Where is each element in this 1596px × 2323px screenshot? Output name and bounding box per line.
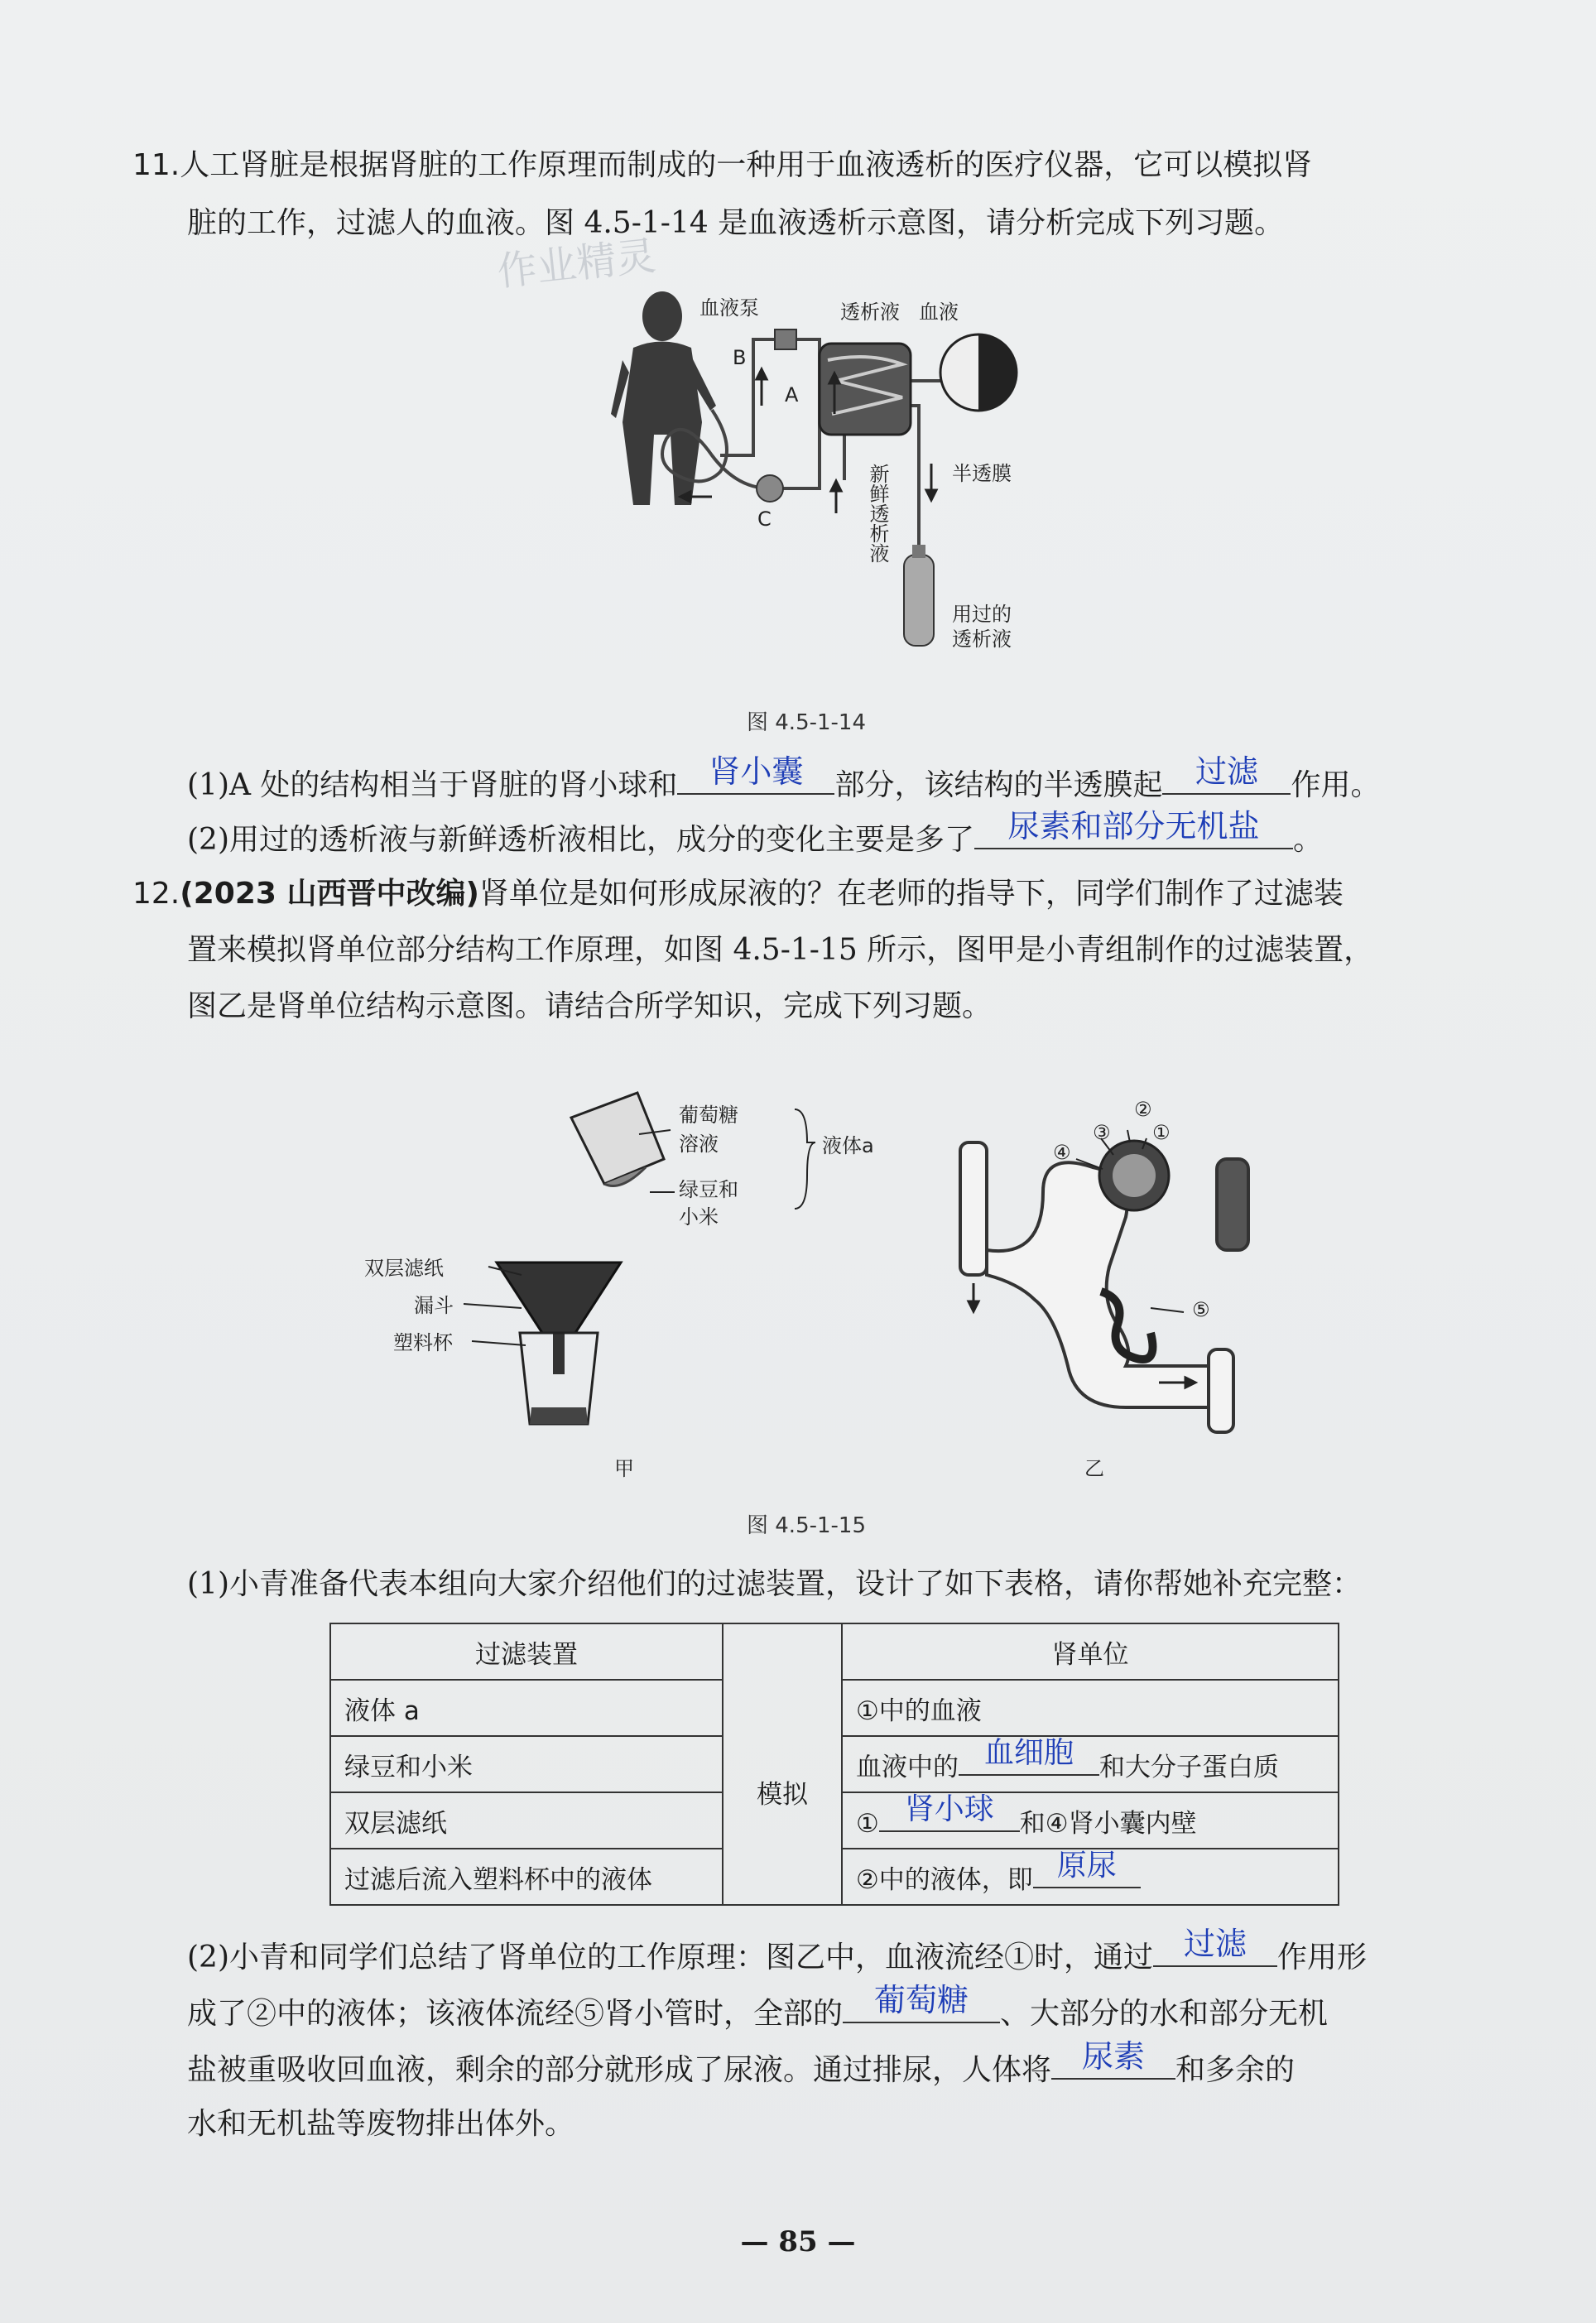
label-dialysate: 透析液 [840, 301, 900, 324]
table-header-blank [723, 1623, 842, 1680]
label-used-2: 透析液 [952, 628, 1012, 651]
funnel-icon [497, 1262, 621, 1374]
table-right-prefix: ① [856, 1808, 879, 1839]
q11-sub1 [187, 753, 1381, 809]
q12-sub2-l3-suffix: 和多余的 [1175, 2053, 1296, 2087]
label-beans-1: 绿豆和 [679, 1178, 738, 1201]
table-right-prefix: 血液中的 [856, 1752, 959, 1782]
table-header-row [330, 1623, 1339, 1680]
q12-sub1-text: (1)小青准备代表本组向大家介绍他们的过滤装置，设计了如下表格，请你帮她补充完整： [187, 1567, 1362, 1601]
table-blank[interactable] [959, 1735, 1099, 1776]
figure-caption-14: 图 4.5-1-14 [747, 710, 867, 735]
label-jia: 甲 [614, 1457, 634, 1480]
q12-sub2-l1-suffix: 作用形 [1277, 1941, 1368, 1974]
q11-sub2-prefix: (2)用过的透析液与新鲜透析液相比，成分的变化主要是多了 [187, 823, 974, 857]
watermark: 作业精灵 [495, 233, 658, 296]
q12-sub2-line3 [187, 2038, 1296, 2094]
q12-sub2-l1-prefix: (2)小青和同学们总结了肾单位的工作原理：图乙中，血液流经①时，通过 [187, 1941, 1153, 1974]
label-filter-paper: 双层滤纸 [364, 1257, 444, 1280]
q12-sub2-blank3[interactable] [1051, 2038, 1175, 2080]
label-glucose-2: 溶液 [679, 1133, 719, 1156]
q11-number: 11. [132, 148, 180, 182]
table-row [330, 1680, 1339, 1736]
table-answer: 血细胞 [983, 1735, 1074, 1770]
q11-text-line2: 脏的工作，过滤人的血液。图 4.5-1-14 是血液透析示意图，请分析完成下列习题。 [187, 206, 1285, 240]
q11-line1 [132, 142, 1312, 189]
label-membrane: 半透膜 [952, 462, 1012, 485]
table-right-prefix: ②中的液体，即 [856, 1864, 1033, 1895]
label-used-1: 用过的 [952, 603, 1012, 626]
table-cell-simulate: 模拟 [723, 1680, 842, 1905]
used-dialysate-bottle-icon [904, 545, 934, 646]
q11-sub1-blank1[interactable] [677, 753, 834, 795]
figure-caption-15: 图 4.5-1-15 [747, 1513, 867, 1538]
q12-sub2-blank2[interactable] [843, 1982, 1000, 2023]
pump-ball-icon [757, 475, 783, 502]
q12-text-line1: 肾单位是如何形成尿液的？在老师的指导下，同学们制作了过滤装 [478, 877, 1344, 911]
beaker-icon [571, 1093, 664, 1186]
q12-text-line3: 图乙是肾单位结构示意图。请结合所学知识，完成下列习题。 [187, 989, 993, 1023]
q11-sub2-suffix: 。 [1293, 823, 1324, 857]
table-cell-right: ①中的血液 [842, 1680, 1339, 1736]
q11-sub2 [187, 808, 1324, 863]
table-cell-left: 绿豆和小米 [330, 1736, 723, 1792]
q12-sub2-l2-prefix: 成了②中的液体；该液体流经⑤肾小管时，全部的 [187, 1997, 844, 2031]
q12-number: 12. [132, 877, 180, 911]
label-glucose-1: 葡萄糖 [679, 1104, 738, 1127]
table-right-suffix: 和大分子蛋白质 [1099, 1752, 1279, 1782]
label-blood: 血液 [919, 301, 959, 324]
label-n5: ⑤ [1192, 1298, 1210, 1321]
table-cell-right [842, 1792, 1339, 1849]
q11-sub1-middle: 部分，该结构的半透膜起 [834, 768, 1163, 802]
table-answer: 原尿 [1056, 1848, 1117, 1883]
table-right-suffix: 和④肾小囊内壁 [1019, 1808, 1197, 1839]
table-cell-left: 过滤后流入塑料杯中的液体 [330, 1849, 723, 1905]
filter-apparatus-figure [356, 1060, 874, 1490]
q12-text-line2: 置来模拟肾单位部分结构工作原理，如图 4.5-1-15 所示，图甲是小青组制作的过滤装置， [187, 933, 1374, 967]
table-cell-left: 液体 a [330, 1680, 723, 1736]
table-answer: 肾小球 [904, 1792, 994, 1826]
label-beans-2: 小米 [679, 1205, 719, 1229]
page-number: — 85 — [740, 2225, 856, 2258]
q11-sub1-prefix: (1)A 处的结构相当于肾脏的肾小球和 [187, 768, 678, 802]
simulation-table [329, 1623, 1339, 1906]
table-cell-left: 双层滤纸 [330, 1792, 723, 1849]
dialysis-figure [604, 290, 1035, 671]
q12-sub2-line4: 水和无机盐等废物排出体外。 [187, 2107, 575, 2141]
label-b: B [733, 346, 747, 369]
label-c: C [757, 507, 772, 531]
q12-sub2-answer1: 过滤 [1183, 1926, 1247, 1962]
q12-sub2-answer3: 尿素 [1082, 2038, 1146, 2075]
label-n4: ④ [1053, 1141, 1071, 1164]
blood-pump-icon [775, 329, 796, 349]
q12-source: (2023 山西晋中改编) [180, 877, 479, 911]
table-cell-right [842, 1736, 1339, 1792]
label-funnel: 漏斗 [414, 1294, 454, 1317]
label-yi: 乙 [1084, 1457, 1104, 1480]
q12-sub2-answer2: 葡萄糖 [874, 1982, 969, 2018]
q12-sub2-l2-suffix: 、大部分的水和部分无机 [1000, 1997, 1329, 2031]
label-n1: ① [1152, 1121, 1171, 1144]
table-header-nephron: 肾单位 [842, 1623, 1339, 1680]
q11-sub2-blank[interactable] [974, 808, 1293, 849]
human-silhouette-icon [611, 291, 716, 505]
q12-sub2-l3-prefix: 盐被重吸收回血液，剩余的部分就形成了尿液。通过排尿，人体将 [187, 2053, 1052, 2087]
q11-sub2-answer: 尿素和部分无机盐 [1007, 808, 1260, 844]
q12-line1 [132, 871, 1344, 917]
membrane-detail-icon [940, 334, 1017, 411]
table-blank[interactable] [879, 1792, 1020, 1832]
label-blood-pump: 血液泵 [699, 296, 759, 320]
q11-sub1-suffix: 作用。 [1291, 768, 1381, 802]
q12-sub2-line1 [187, 1926, 1368, 1981]
q11-sub1-blank2[interactable] [1162, 753, 1291, 795]
q11-sub1-answer2: 过滤 [1195, 753, 1258, 790]
q12-sub2-line2 [187, 1982, 1329, 2037]
label-n3: ③ [1093, 1121, 1111, 1144]
label-n2: ② [1134, 1098, 1152, 1121]
q11-text-line1: 人工肾脏是根据肾脏的工作原理而制成的一种用于血液透析的医疗仪器，它可以模拟肾 [180, 148, 1313, 182]
q12-sub2-blank1[interactable] [1153, 1926, 1277, 1967]
table-header-device: 过滤装置 [330, 1623, 723, 1680]
label-fresh-dialysate: 新鲜透析液 [866, 464, 889, 563]
label-a: A [785, 383, 799, 406]
table-blank[interactable] [1033, 1848, 1141, 1888]
label-liquid-a: 液体a [822, 1134, 874, 1157]
table-cell-right [842, 1849, 1339, 1905]
q11-sub1-answer1: 肾小囊 [709, 753, 804, 790]
label-plastic-cup: 塑料杯 [393, 1331, 453, 1354]
nephron-figure [911, 1051, 1291, 1490]
